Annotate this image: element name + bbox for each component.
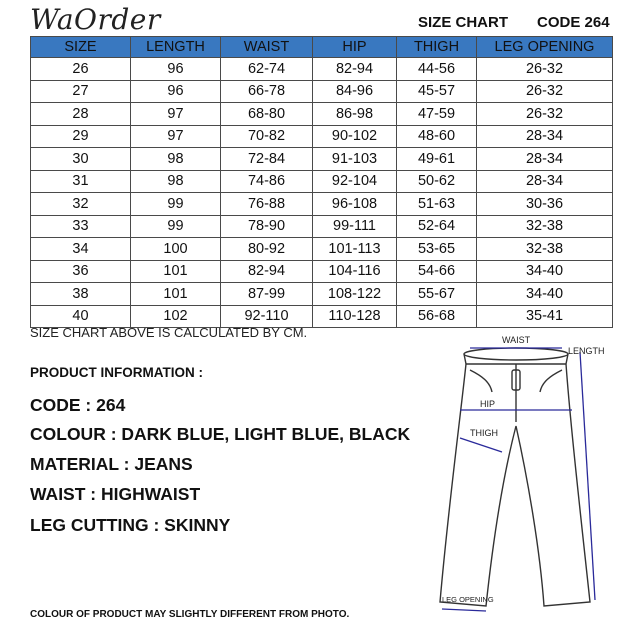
table-cell: 90-102 (313, 125, 397, 148)
table-row (31, 193, 613, 216)
jeans-outline-icon (440, 348, 590, 606)
table-row (31, 170, 613, 193)
table-cell: 101 (131, 283, 221, 306)
table-cell: 48-60 (397, 125, 477, 148)
table-cell: 34-40 (477, 283, 613, 306)
table-cell: 47-59 (397, 103, 477, 126)
table-cell: 70-82 (221, 125, 313, 148)
product-code-header: CODE 264 (537, 14, 610, 31)
table-cell: 28 (31, 103, 131, 126)
column-header-length: LENGTH (131, 37, 221, 58)
table-cell: 101 (131, 260, 221, 283)
table-cell: 104-116 (313, 260, 397, 283)
table-cell: 31 (31, 170, 131, 193)
spec-leg-cutting: LEG CUTTING : SKINNY (30, 515, 231, 535)
table-cell: 28-34 (477, 125, 613, 148)
table-cell: 96-108 (313, 193, 397, 216)
table-cell: 78-90 (221, 215, 313, 238)
table-cell: 82-94 (221, 260, 313, 283)
table-cell: 32-38 (477, 238, 613, 261)
table-cell: 92-110 (221, 305, 313, 328)
table-cell: 108-122 (313, 283, 397, 306)
table-cell: 45-57 (397, 80, 477, 103)
table-cell: 99 (131, 193, 221, 216)
table-cell: 53-65 (397, 238, 477, 261)
table-row (31, 215, 613, 238)
table-cell: 49-61 (397, 148, 477, 171)
table-cell: 44-56 (397, 58, 477, 81)
table-cell: 36 (31, 260, 131, 283)
measurement-lines (442, 348, 595, 611)
table-cell: 28-34 (477, 148, 613, 171)
table-cell: 68-80 (221, 103, 313, 126)
table-cell: 32-38 (477, 215, 613, 238)
table-cell: 50-62 (397, 170, 477, 193)
jeans-measurement-diagram (430, 330, 610, 615)
table-cell: 33 (31, 215, 131, 238)
table-cell: 55-67 (397, 283, 477, 306)
table-cell: 38 (31, 283, 131, 306)
table-cell: 110-128 (313, 305, 397, 328)
spec-material: MATERIAL : JEANS (30, 454, 193, 474)
table-row (31, 103, 613, 126)
table-cell: 96 (131, 58, 221, 81)
table-cell: 86-98 (313, 103, 397, 126)
table-cell: 26 (31, 58, 131, 81)
table-row (31, 238, 613, 261)
table-header-row (31, 37, 613, 58)
spec-waist: WAIST : HIGHWAIST (30, 484, 201, 504)
table-row (31, 148, 613, 171)
table-cell: 35-41 (477, 305, 613, 328)
unit-note: SIZE CHART ABOVE IS CALCULATED BY CM. (30, 325, 308, 340)
table-cell: 27 (31, 80, 131, 103)
column-header-leg-opening: LEG OPENING (477, 37, 613, 58)
diagram-label-thigh: THIGH (470, 428, 498, 438)
table-cell: 34-40 (477, 260, 613, 283)
table-cell: 74-86 (221, 170, 313, 193)
table-cell: 28-34 (477, 170, 613, 193)
table-cell: 98 (131, 170, 221, 193)
table-cell: 99-111 (313, 215, 397, 238)
table-cell: 98 (131, 148, 221, 171)
table-cell: 62-74 (221, 58, 313, 81)
table-cell: 84-96 (313, 80, 397, 103)
table-cell: 40 (31, 305, 131, 328)
table-cell: 76-88 (221, 193, 313, 216)
table-cell: 92-104 (313, 170, 397, 193)
table-cell: 80-92 (221, 238, 313, 261)
table-cell: 56-68 (397, 305, 477, 328)
diagram-label-waist: WAIST (502, 335, 531, 345)
table-row (31, 80, 613, 103)
table-cell: 102 (131, 305, 221, 328)
spec-code: CODE : 264 (30, 395, 126, 415)
colour-disclaimer: COLOUR OF PRODUCT MAY SLIGHTLY DIFFERENT FROM PHOTO. (30, 609, 350, 620)
table-cell: 30-36 (477, 193, 613, 216)
table-cell: 66-78 (221, 80, 313, 103)
column-header-size: SIZE (31, 37, 131, 58)
diagram-label-length: LENGTH (568, 346, 605, 356)
table-cell: 52-64 (397, 215, 477, 238)
column-header-hip: HIP (313, 37, 397, 58)
table-cell: 97 (131, 125, 221, 148)
table-cell: 96 (131, 80, 221, 103)
table-cell: 26-32 (477, 58, 613, 81)
table-row (31, 58, 613, 81)
table-cell: 26-32 (477, 80, 613, 103)
table-cell: 97 (131, 103, 221, 126)
table-cell: 26-32 (477, 103, 613, 126)
table-row (31, 260, 613, 283)
table-cell: 29 (31, 125, 131, 148)
table-cell: 87-99 (221, 283, 313, 306)
table-cell: 32 (31, 193, 131, 216)
table-cell: 101-113 (313, 238, 397, 261)
table-cell: 82-94 (313, 58, 397, 81)
size-chart-title: SIZE CHART (418, 14, 508, 31)
table-cell: 30 (31, 148, 131, 171)
diagram-label-leg-opening: LEG OPENING (442, 595, 494, 604)
diagram-label-hip: HIP (480, 399, 496, 409)
column-header-thigh: THIGH (397, 37, 477, 58)
table-cell: 51-63 (397, 193, 477, 216)
table-cell: 54-66 (397, 260, 477, 283)
spec-colour: COLOUR : DARK BLUE, LIGHT BLUE, BLACK (30, 424, 411, 444)
table-cell: 72-84 (221, 148, 313, 171)
product-information-heading: PRODUCT INFORMATION : (30, 365, 203, 380)
table-cell: 99 (131, 215, 221, 238)
brand-logo: WaOrder (30, 3, 161, 36)
size-chart-table (30, 36, 613, 328)
table-row (31, 125, 613, 148)
table-cell: 100 (131, 238, 221, 261)
table-row (31, 283, 613, 306)
table-cell: 34 (31, 238, 131, 261)
table-cell: 91-103 (313, 148, 397, 171)
column-header-waist: WAIST (221, 37, 313, 58)
